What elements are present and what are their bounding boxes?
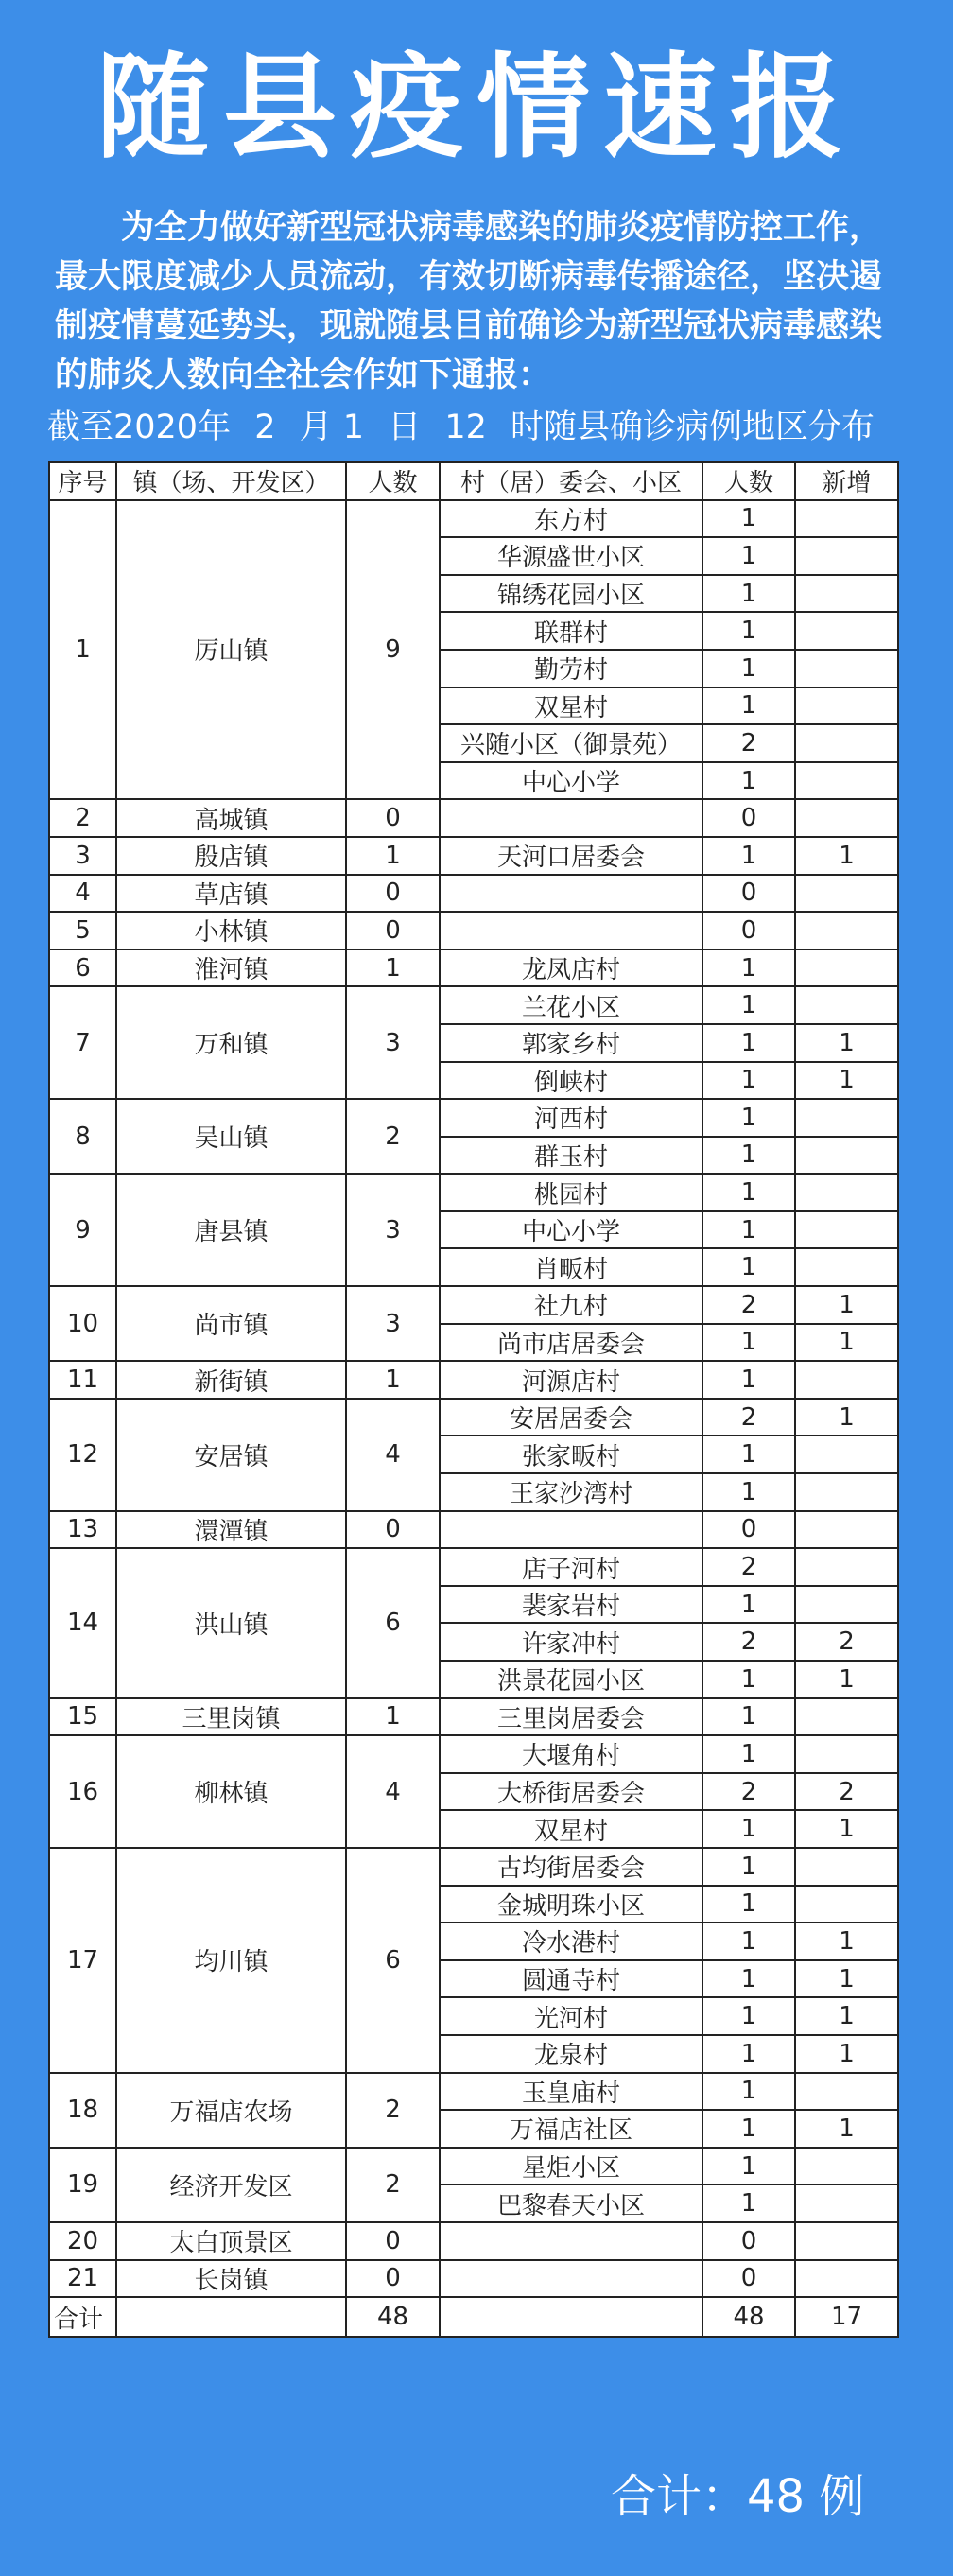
row-village xyxy=(440,2222,702,2260)
row-serial: 1 xyxy=(49,500,116,800)
row-village-count: 1 xyxy=(702,1997,795,2035)
row-town: 草店镇 xyxy=(116,875,346,913)
intro-paragraph: 为全力做好新型冠状病毒感染的肺炎疫情防控工作，最大限度减少人员流动，有效切断病毒传播途径，坚决遏制疫情蔓延势头，现就随县目前确诊为新型冠状病毒感染的肺炎人数向全社会作如下通报： xyxy=(55,209,883,394)
row-new xyxy=(795,575,898,613)
row-village-count: 2 xyxy=(702,1548,795,1586)
table-row xyxy=(49,875,898,913)
row-new: 1 xyxy=(795,1923,898,1960)
row-village-count: 1 xyxy=(702,1174,795,1211)
caption-day-unit: 日 xyxy=(388,409,422,446)
caption-suffix: 时随县确诊病例地区分布 xyxy=(511,409,875,446)
table-row xyxy=(49,1735,898,1773)
total-new: 17 xyxy=(795,2297,898,2337)
row-village-count: 0 xyxy=(702,1511,795,1549)
row-new: 1 xyxy=(795,1324,898,1362)
row-village: 倒峡村 xyxy=(440,1062,702,1100)
row-serial: 2 xyxy=(49,799,116,837)
row-new xyxy=(795,724,898,762)
row-new: 1 xyxy=(795,1960,898,1998)
table-header-row xyxy=(49,462,898,500)
header-serial: 序号 xyxy=(49,462,116,500)
table-row xyxy=(49,1099,898,1137)
row-new: 1 xyxy=(795,1024,898,1062)
row-village: 星炬小区 xyxy=(440,2148,702,2185)
total-summary: 合计：48 例 xyxy=(611,2470,865,2523)
total-village xyxy=(440,2297,702,2337)
row-village-count: 1 xyxy=(702,688,795,725)
row-village-count: 1 xyxy=(702,1735,795,1773)
row-town-count: 9 xyxy=(346,500,440,800)
row-village-count: 1 xyxy=(702,762,795,800)
row-village: 王家沙湾村 xyxy=(440,1473,702,1511)
row-serial: 11 xyxy=(49,1361,116,1399)
row-serial: 9 xyxy=(49,1174,116,1286)
row-town-count: 0 xyxy=(346,875,440,913)
row-village: 河源店村 xyxy=(440,1361,702,1399)
row-village: 古均街居委会 xyxy=(440,1848,702,1886)
table-row xyxy=(49,1174,898,1211)
row-village: 张家畈村 xyxy=(440,1436,702,1473)
row-village-count: 2 xyxy=(702,1286,795,1324)
row-serial: 19 xyxy=(49,2148,116,2222)
table-row xyxy=(49,912,898,949)
row-village xyxy=(440,1511,702,1549)
table-row xyxy=(49,1548,898,1586)
row-town: 高城镇 xyxy=(116,799,346,837)
row-village-count: 1 xyxy=(702,1099,795,1137)
row-town-count: 0 xyxy=(346,912,440,949)
table-row xyxy=(49,1286,898,1324)
row-village-count: 2 xyxy=(702,1623,795,1661)
row-village-count: 1 xyxy=(702,1923,795,1960)
header-town-count: 人数 xyxy=(346,462,440,500)
row-new xyxy=(795,949,898,987)
row-village: 华源盛世小区 xyxy=(440,537,702,575)
total-count-village: 48 xyxy=(702,2297,795,2337)
row-town: 殷店镇 xyxy=(116,837,346,875)
row-new xyxy=(795,500,898,538)
row-village-count: 1 xyxy=(702,1024,795,1062)
row-village-count: 0 xyxy=(702,875,795,913)
row-town: 柳林镇 xyxy=(116,1735,346,1848)
row-new xyxy=(795,1248,898,1286)
row-town-count: 1 xyxy=(346,837,440,875)
row-serial: 21 xyxy=(49,2260,116,2298)
row-village: 三里岗居委会 xyxy=(440,1698,702,1736)
row-village-count: 2 xyxy=(702,724,795,762)
row-village-count: 2 xyxy=(702,1773,795,1811)
row-village-count: 1 xyxy=(702,1698,795,1736)
header-village: 村（居）委会、小区 xyxy=(440,462,702,500)
row-town: 小林镇 xyxy=(116,912,346,949)
row-new xyxy=(795,1886,898,1923)
row-village: 金城明珠小区 xyxy=(440,1886,702,1923)
row-new xyxy=(795,2260,898,2298)
row-new: 1 xyxy=(795,1062,898,1100)
table-row xyxy=(49,1848,898,1886)
row-serial: 7 xyxy=(49,986,116,1099)
row-village-count: 1 xyxy=(702,1248,795,1286)
page-title: 随县疫情速报 xyxy=(96,43,857,174)
row-town: 澴潭镇 xyxy=(116,1511,346,1549)
row-town: 尚市镇 xyxy=(116,1286,346,1361)
row-village: 肖畈村 xyxy=(440,1248,702,1286)
row-village-count: 1 xyxy=(702,2184,795,2222)
row-village: 天河口居委会 xyxy=(440,837,702,875)
row-new xyxy=(795,2184,898,2222)
row-new: 1 xyxy=(795,2035,898,2073)
row-village xyxy=(440,875,702,913)
row-town-count: 2 xyxy=(346,1099,440,1174)
row-village-count: 0 xyxy=(702,799,795,837)
row-village: 联群村 xyxy=(440,612,702,650)
row-town-count: 1 xyxy=(346,1698,440,1736)
row-town-count: 1 xyxy=(346,949,440,987)
row-village: 光河村 xyxy=(440,1997,702,2035)
row-town: 三里岗镇 xyxy=(116,1698,346,1736)
row-new xyxy=(795,1698,898,1736)
caption-day: 月 1 xyxy=(299,409,365,446)
row-town: 太白顶景区 xyxy=(116,2222,346,2260)
row-village-count: 1 xyxy=(702,1473,795,1511)
row-serial: 8 xyxy=(49,1099,116,1174)
row-village: 玉皇庙村 xyxy=(440,2073,702,2111)
row-new: 1 xyxy=(795,837,898,875)
row-new: 2 xyxy=(795,1623,898,1661)
row-new xyxy=(795,1511,898,1549)
row-village-count: 1 xyxy=(702,575,795,613)
row-town-count: 6 xyxy=(346,1548,440,1697)
row-village: 圆通寺村 xyxy=(440,1960,702,1998)
row-new xyxy=(795,762,898,800)
row-village: 兰花小区 xyxy=(440,986,702,1024)
row-village-count: 1 xyxy=(702,650,795,688)
row-new xyxy=(795,1174,898,1211)
table-row xyxy=(49,1399,898,1436)
row-village-count: 0 xyxy=(702,2222,795,2260)
row-town-count: 3 xyxy=(346,986,440,1099)
row-new xyxy=(795,1548,898,1586)
row-new xyxy=(795,1137,898,1175)
row-new xyxy=(795,688,898,725)
row-new xyxy=(795,2148,898,2185)
row-serial: 14 xyxy=(49,1548,116,1697)
row-village: 东方村 xyxy=(440,500,702,538)
row-village-count: 1 xyxy=(702,1586,795,1624)
row-serial: 6 xyxy=(49,949,116,987)
row-village: 大桥街居委会 xyxy=(440,1773,702,1811)
row-new xyxy=(795,1586,898,1624)
row-village-count: 1 xyxy=(702,537,795,575)
row-village-count: 2 xyxy=(702,1399,795,1436)
row-town-count: 0 xyxy=(346,799,440,837)
row-village: 裴家岩村 xyxy=(440,1586,702,1624)
total-row xyxy=(49,2297,898,2337)
row-new xyxy=(795,912,898,949)
row-new xyxy=(795,2073,898,2111)
row-village-count: 1 xyxy=(702,1211,795,1249)
row-town-count: 3 xyxy=(346,1286,440,1361)
table-row xyxy=(49,1361,898,1399)
row-village-count: 1 xyxy=(702,500,795,538)
row-village: 中心小学 xyxy=(440,762,702,800)
row-new xyxy=(795,1848,898,1886)
row-serial: 10 xyxy=(49,1286,116,1361)
caption-date-prefix: 截至2020年 xyxy=(47,409,232,446)
row-village: 锦绣花园小区 xyxy=(440,575,702,613)
row-village-count: 1 xyxy=(702,1361,795,1399)
row-village: 中心小学 xyxy=(440,1211,702,1249)
row-village xyxy=(440,912,702,949)
row-village xyxy=(440,2260,702,2298)
row-serial: 12 xyxy=(49,1399,116,1511)
table-row xyxy=(49,837,898,875)
row-village: 勤劳村 xyxy=(440,650,702,688)
row-new xyxy=(795,1211,898,1249)
case-distribution-table xyxy=(48,461,899,2338)
row-village: 冷水港村 xyxy=(440,1923,702,1960)
row-village-count: 1 xyxy=(702,1436,795,1473)
row-new: 1 xyxy=(795,1661,898,1698)
row-town: 洪山镇 xyxy=(116,1548,346,1697)
row-new xyxy=(795,612,898,650)
total-town xyxy=(116,2297,346,2337)
row-serial: 17 xyxy=(49,1848,116,2073)
table-row xyxy=(49,986,898,1024)
row-village-count: 0 xyxy=(702,2260,795,2298)
row-village-count: 1 xyxy=(702,2073,795,2111)
row-village: 安居居委会 xyxy=(440,1399,702,1436)
row-new xyxy=(795,1473,898,1511)
row-town: 新街镇 xyxy=(116,1361,346,1399)
row-village-count: 1 xyxy=(702,1886,795,1923)
row-town: 万福店农场 xyxy=(116,2073,346,2148)
row-town: 厉山镇 xyxy=(116,500,346,800)
row-village: 龙凤店村 xyxy=(440,949,702,987)
row-village: 龙泉村 xyxy=(440,2035,702,2073)
row-new: 2 xyxy=(795,1773,898,1811)
row-village: 桃园村 xyxy=(440,1174,702,1211)
row-town: 吴山镇 xyxy=(116,1099,346,1174)
row-village-count: 1 xyxy=(702,612,795,650)
header-town: 镇（场、开发区） xyxy=(116,462,346,500)
row-serial: 4 xyxy=(49,875,116,913)
row-town-count: 4 xyxy=(346,1399,440,1511)
table-row xyxy=(49,1698,898,1736)
row-new xyxy=(795,1099,898,1137)
row-town-count: 6 xyxy=(346,1848,440,2073)
row-town-count: 0 xyxy=(346,2222,440,2260)
row-new xyxy=(795,1436,898,1473)
table-body xyxy=(49,500,898,2298)
row-town: 均川镇 xyxy=(116,1848,346,2073)
row-village: 店子河村 xyxy=(440,1548,702,1586)
row-town-count: 2 xyxy=(346,2148,440,2222)
row-new xyxy=(795,537,898,575)
row-village: 万福店社区 xyxy=(440,2110,702,2148)
row-village-count: 1 xyxy=(702,949,795,987)
caption-hour: 12 xyxy=(444,409,487,446)
row-serial: 20 xyxy=(49,2222,116,2260)
row-village: 兴随小区（御景苑） xyxy=(440,724,702,762)
row-village: 社九村 xyxy=(440,1286,702,1324)
table-row xyxy=(49,799,898,837)
header-village-count: 人数 xyxy=(702,462,795,500)
table-caption xyxy=(47,405,917,450)
row-village-count: 1 xyxy=(702,1324,795,1362)
row-new: 1 xyxy=(795,1810,898,1848)
row-town: 唐县镇 xyxy=(116,1174,346,1286)
row-village-count: 1 xyxy=(702,1810,795,1848)
row-town-count: 0 xyxy=(346,2260,440,2298)
row-village-count: 1 xyxy=(702,837,795,875)
row-new xyxy=(795,799,898,837)
row-village-count: 1 xyxy=(702,1960,795,1998)
table-row xyxy=(49,2073,898,2111)
row-town: 长岗镇 xyxy=(116,2260,346,2298)
row-new: 1 xyxy=(795,1399,898,1436)
row-town-count: 1 xyxy=(346,1361,440,1399)
row-village-count: 1 xyxy=(702,2148,795,2185)
table-row xyxy=(49,1511,898,1549)
row-village-count: 1 xyxy=(702,1062,795,1100)
row-village-count: 1 xyxy=(702,1137,795,1175)
table-row xyxy=(49,2148,898,2185)
row-town-count: 3 xyxy=(346,1174,440,1286)
row-town-count: 2 xyxy=(346,2073,440,2148)
row-town: 万和镇 xyxy=(116,986,346,1099)
table-row xyxy=(49,500,898,538)
row-town-count: 0 xyxy=(346,1511,440,1549)
row-village-count: 0 xyxy=(702,912,795,949)
row-village: 巴黎春天小区 xyxy=(440,2184,702,2222)
header-new: 新增 xyxy=(795,462,898,500)
table-row xyxy=(49,2222,898,2260)
row-new: 1 xyxy=(795,1286,898,1324)
row-village: 许家冲村 xyxy=(440,1623,702,1661)
table-row xyxy=(49,2260,898,2298)
row-village: 双星村 xyxy=(440,1810,702,1848)
row-village: 郭家乡村 xyxy=(440,1024,702,1062)
row-town: 安居镇 xyxy=(116,1399,346,1511)
row-serial: 16 xyxy=(49,1735,116,1848)
row-serial: 18 xyxy=(49,2073,116,2148)
row-village: 洪景花园小区 xyxy=(440,1661,702,1698)
row-village-count: 1 xyxy=(702,1848,795,1886)
row-new xyxy=(795,1735,898,1773)
row-village-count: 1 xyxy=(702,2035,795,2073)
table-row xyxy=(49,949,898,987)
row-serial: 3 xyxy=(49,837,116,875)
row-new xyxy=(795,875,898,913)
row-new: 1 xyxy=(795,2110,898,2148)
caption-month: 2 xyxy=(254,409,276,446)
row-town-count: 4 xyxy=(346,1735,440,1848)
row-serial: 15 xyxy=(49,1698,116,1736)
total-count: 48 xyxy=(346,2297,440,2337)
row-town: 淮河镇 xyxy=(116,949,346,987)
row-village: 大堰角村 xyxy=(440,1735,702,1773)
row-new xyxy=(795,2222,898,2260)
total-label: 合计 xyxy=(49,2297,116,2337)
row-village: 双星村 xyxy=(440,688,702,725)
row-town: 经济开发区 xyxy=(116,2148,346,2222)
row-new xyxy=(795,1361,898,1399)
row-village-count: 1 xyxy=(702,1661,795,1698)
row-serial: 13 xyxy=(49,1511,116,1549)
row-village: 河西村 xyxy=(440,1099,702,1137)
row-village: 群玉村 xyxy=(440,1137,702,1175)
row-village xyxy=(440,799,702,837)
row-new xyxy=(795,650,898,688)
row-village-count: 1 xyxy=(702,2110,795,2148)
row-village-count: 1 xyxy=(702,986,795,1024)
row-village: 尚市店居委会 xyxy=(440,1324,702,1362)
row-serial: 5 xyxy=(49,912,116,949)
row-new xyxy=(795,986,898,1024)
row-new: 1 xyxy=(795,1997,898,2035)
